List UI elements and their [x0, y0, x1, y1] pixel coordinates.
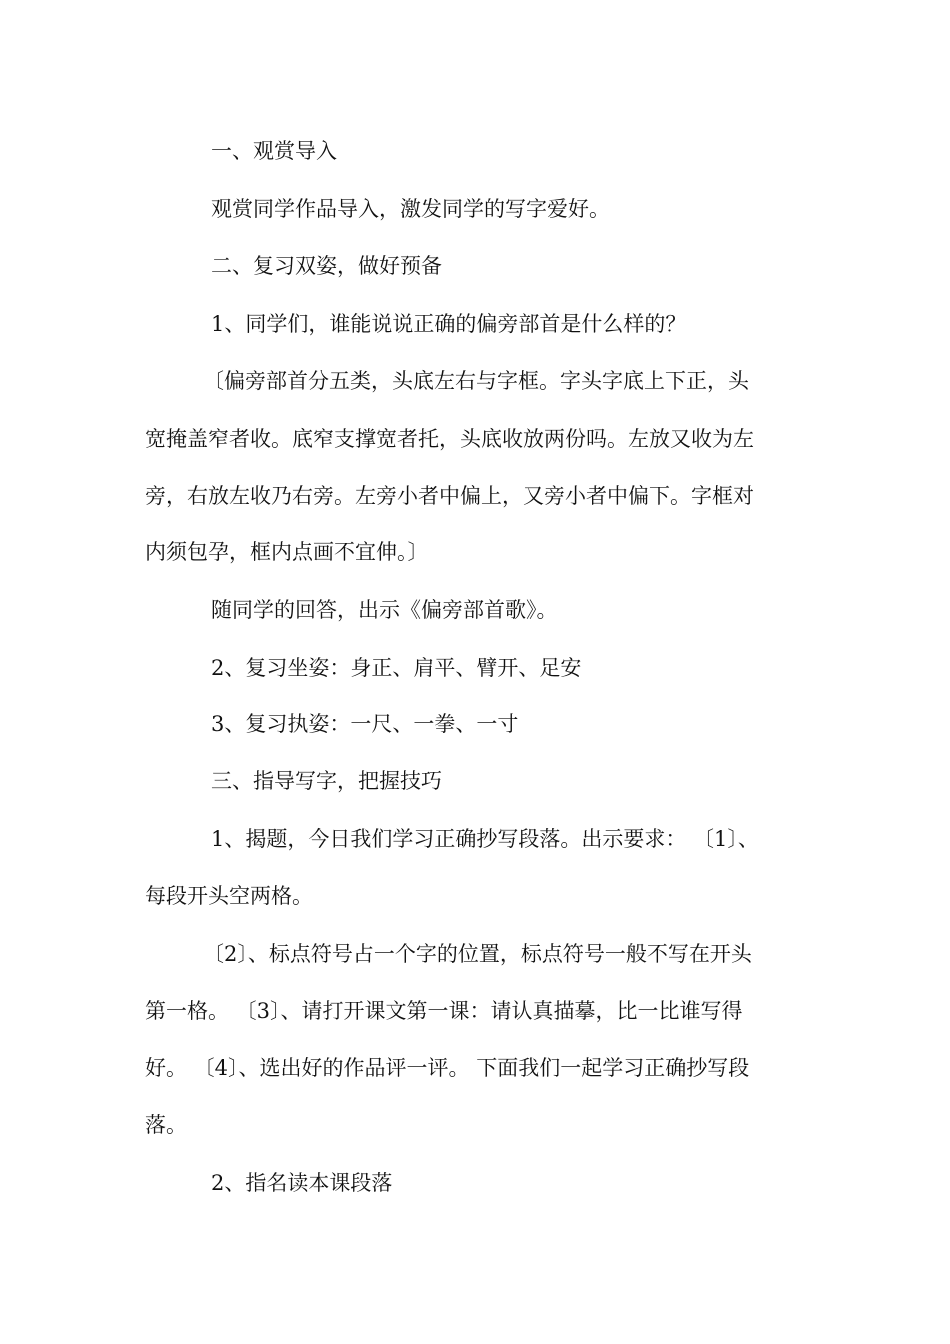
paragraph-line: 内须包孕，框内点画不宜伸。〕: [145, 540, 429, 564]
paragraph-line: 第一格。 〔3〕、请打开课文第一课：请认真描摹，比一比谁写得: [145, 999, 743, 1023]
paragraph-line: 旁，右放左收乃右旁。左旁小者中偏上，又旁小者中偏下。字框对: [145, 484, 754, 508]
paragraph-line: 观赏同学作品导入，激发同学的写字爱好。: [211, 197, 610, 221]
paragraph-line: 每段开头空两格。: [145, 884, 313, 908]
paragraph-line: 1、揭题，今日我们学习正确抄写段落。出示要求： 〔1〕、: [211, 827, 759, 851]
paragraph-line: 〔偏旁部首分五类，头底左右与字框。字头字底上下正，头: [203, 369, 749, 393]
paragraph-line: 好。 〔4〕、选出好的作品评一评。 下面我们一起学习正确抄写段: [145, 1056, 750, 1080]
paragraph-line: 2、复习坐姿：身正、肩平、臂开、足安: [211, 656, 582, 680]
paragraph-line: 3、复习执姿：一尺、一拳、一寸: [211, 712, 519, 736]
heading-3: 三、指导写字，把握技巧: [211, 769, 442, 793]
paragraph-line: 落。: [145, 1113, 187, 1137]
paragraph-line: 随同学的回答，出示《偏旁部首歌》。: [211, 598, 558, 622]
paragraph-line: 1、同学们，谁能说说正确的偏旁部首是什么样的？: [211, 312, 687, 336]
paragraph-line: 2、指名读本课段落: [211, 1171, 393, 1195]
paragraph-line: 〔2〕、标点符号占一个字的位置，标点符号一般不写在开头: [203, 942, 752, 966]
heading-1: 一、观赏导入: [211, 139, 337, 163]
paragraph-line: 宽掩盖窄者收。底窄支撑宽者托，头底收放两份吗。左放又收为左: [145, 427, 754, 451]
heading-2: 二、复习双姿，做好预备: [211, 254, 442, 278]
